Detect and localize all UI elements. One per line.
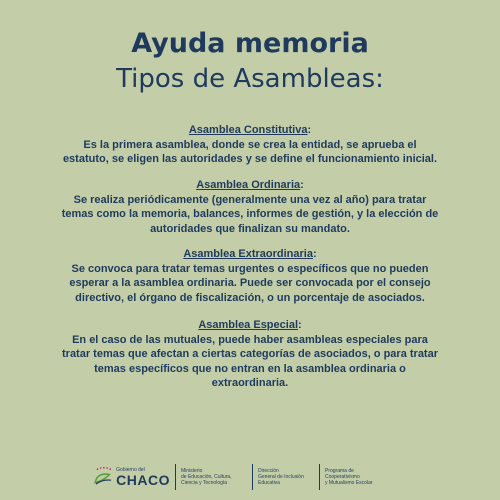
leaf-stars-icon	[92, 464, 114, 490]
org-line: y Mutualismo Escolar	[325, 480, 373, 487]
divider	[175, 464, 176, 490]
section-line: Se convoca para tratar temas urgentes o específicos que no pueden	[71, 262, 429, 275]
section-line: tratar temas que afectan a ciertas categorías de asociados, o para tratar	[62, 348, 438, 360]
section-extraordinaria: Asamblea Extraordinaria: Se convoca para tratar temas urgentes o específicos que no pueden esperar a la asamblea ordinaria. Puede ser convocada por el consejo directivo, el órgano de fiscalización, o un porcentaje de asociados.	[40, 247, 460, 305]
divider	[252, 464, 253, 490]
section-line: Es la primera asamblea, donde se crea la entidad, se aprueba el	[83, 138, 417, 151]
divider	[319, 464, 320, 490]
org-direccion	[258, 468, 314, 487]
org-line: Programa de	[325, 467, 354, 474]
section-line: temas como la memoria, balances, informes de gestión, y la elección de	[61, 208, 439, 220]
section-heading: Asamblea Ordinaria	[196, 179, 301, 191]
section-heading: Asamblea Especial	[198, 319, 298, 331]
gov-label: Gobierno del	[116, 467, 145, 473]
section-line: En el caso de las mutuales, puede haber asambleas especiales para	[72, 333, 428, 346]
org-line: Ciencia y Tecnología	[181, 480, 228, 487]
section-ordinaria: Asamblea Ordinaria: Se realiza periódicamente (generalmente una vez al año) para tratar temas como la memoria, balances, informes de gestión, y la elección de autoridades que finalizan su mandato.	[40, 178, 460, 236]
section-heading: Asamblea Extraordinaria	[183, 248, 313, 260]
page-subtitle: Tipos de Asambleas:	[116, 64, 384, 94]
page-title: Ayuda memoria	[131, 28, 369, 59]
gov-name: CHACO	[116, 472, 170, 488]
org-line: General de Inclusión	[258, 473, 304, 480]
org-line: Cooperativismo	[325, 473, 360, 480]
footer-logos	[92, 462, 395, 492]
org-line: Ministerio	[181, 467, 203, 474]
section-line: autoridades que finalizan su mandato.	[150, 222, 350, 235]
section-line: estatuto, se eligen las autoridades y se define el funcionamiento inicial.	[62, 153, 438, 165]
section-heading: Asamblea Constitutiva	[188, 124, 308, 136]
gobierno-chaco-logo	[92, 464, 170, 490]
org-line: de Educación, Cultura,	[181, 473, 232, 480]
section-line: directivo, el órgano de fiscalización, o un porcentaje de asociados.	[75, 291, 425, 304]
section-line: temas específicos que no entran en la asamblea ordinaria o	[94, 362, 406, 375]
section-line: esperar a la asamblea ordinaria. Puede ser convocada por el consejo	[69, 277, 431, 289]
section-constitutiva: Asamblea Constitutiva: Es la primera asamblea, donde se crea la entidad, se aprueba el estatuto, se eligen las autoridades y se define el funcionamiento inicial.	[40, 123, 460, 167]
org-line: Dirección	[258, 467, 279, 474]
section-especial: Asamblea Especial: En el caso de las mutuales, puede haber asambleas especiales para tratar temas que afectan a ciertas categorías de asociados, o para tratar temas específicos que no entran en la asamblea ordinaria o extraordinaria.	[40, 318, 460, 391]
org-line: Educativa	[258, 480, 280, 487]
section-line: extraordinaria.	[211, 377, 289, 389]
section-line: Se realiza periódicamente (generalmente una vez al año) para tratar	[73, 193, 427, 206]
org-ministerio	[181, 468, 247, 487]
org-programa	[325, 468, 395, 487]
